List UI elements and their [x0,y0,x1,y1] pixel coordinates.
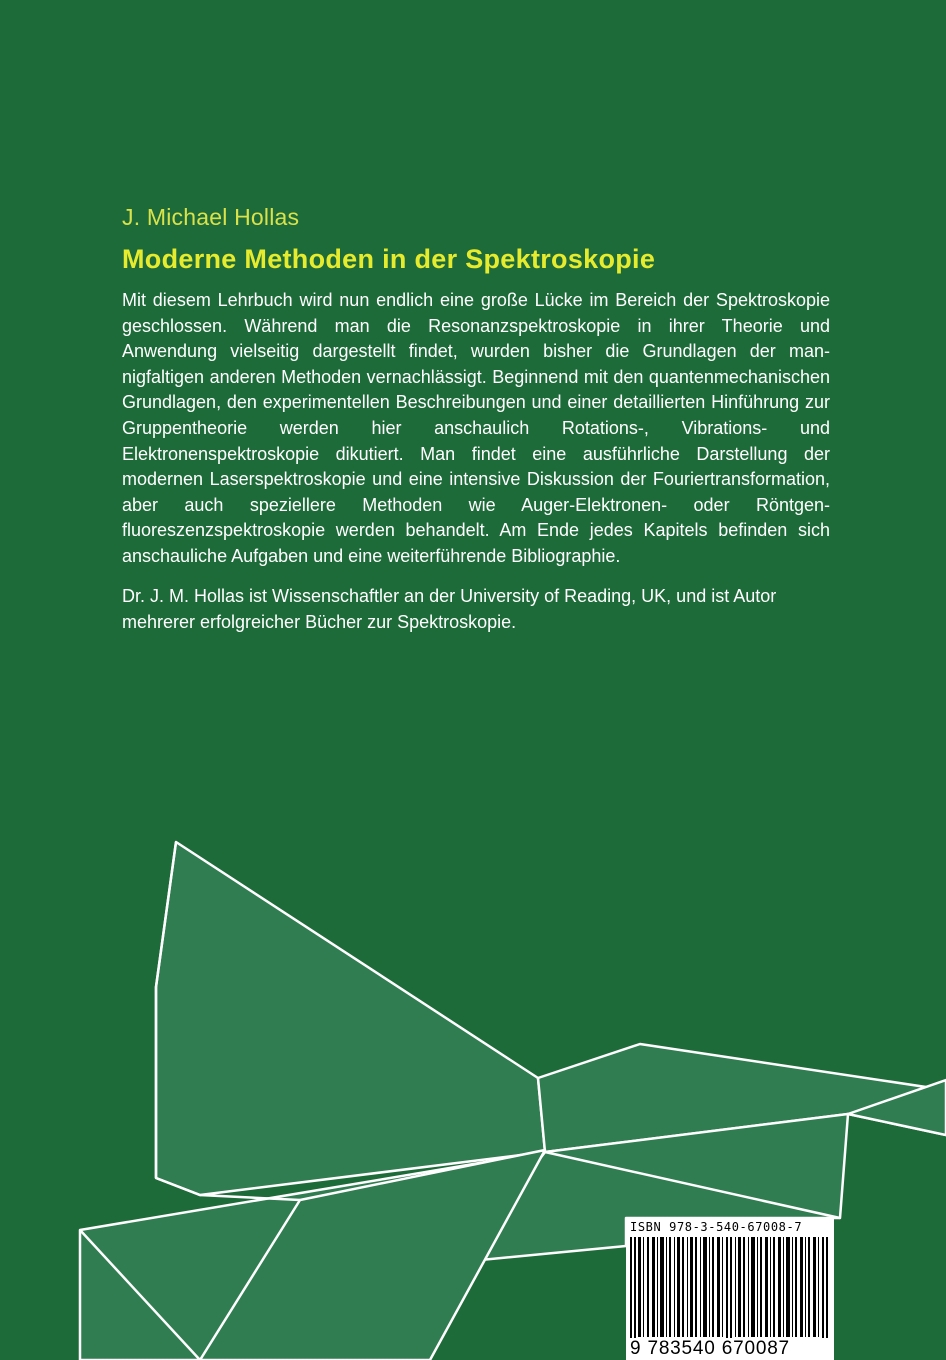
description-paragraph: Mit diesem Lehrbuch wird nun endlich eine große Lücke im Bereich der Spektroskopie geschlossen. Während man die Resonanzspektroskopie in ihrer Theorie und Anwendung vielseitig dargestellt findet, wurden bisher die Grundlagen der mannigfaltigen anderen Methoden vernachlässigt. Beginnend mit den quantenmechanischen Grundlagen, den experimentellen Beschreibungen und einer detaillierten Hinführung zur Gruppentheorie werden hier anschaulich Rotations-, Vibrations- und Elektronenspektroskopie dikutiert. Man findet eine ausführliche Darstellung der modernen Laserspektroskopie und eine intensive Diskussion der Fouriertransformation, aber auch speziellere Methoden wie Auger-Elektronen- oder Röntgenfluoreszenzspektroskopie werden behandelt. Am Ende jedes Kapitels befinden sich anschauliche Aufgaben und eine weiterführende Bibliographie. [122,290,830,566]
author-name: J. Michael Hollas [122,204,300,230]
book-title: Moderne Methoden in der Spektroskopie [122,244,656,274]
author-bio: Dr. J. M. Hollas ist Wissenschaftler an der University of Reading, UK, und ist Autor mehrerer erfolgreicher Bücher zur Spektroskopie. [122,586,777,632]
barcode-bars [628,1237,832,1345]
art-panel [156,842,545,1195]
ean-digits: 9 783540 670087 [630,1338,832,1360]
isbn-label: ISBN 978-3-540-67008-7 [630,1220,803,1234]
